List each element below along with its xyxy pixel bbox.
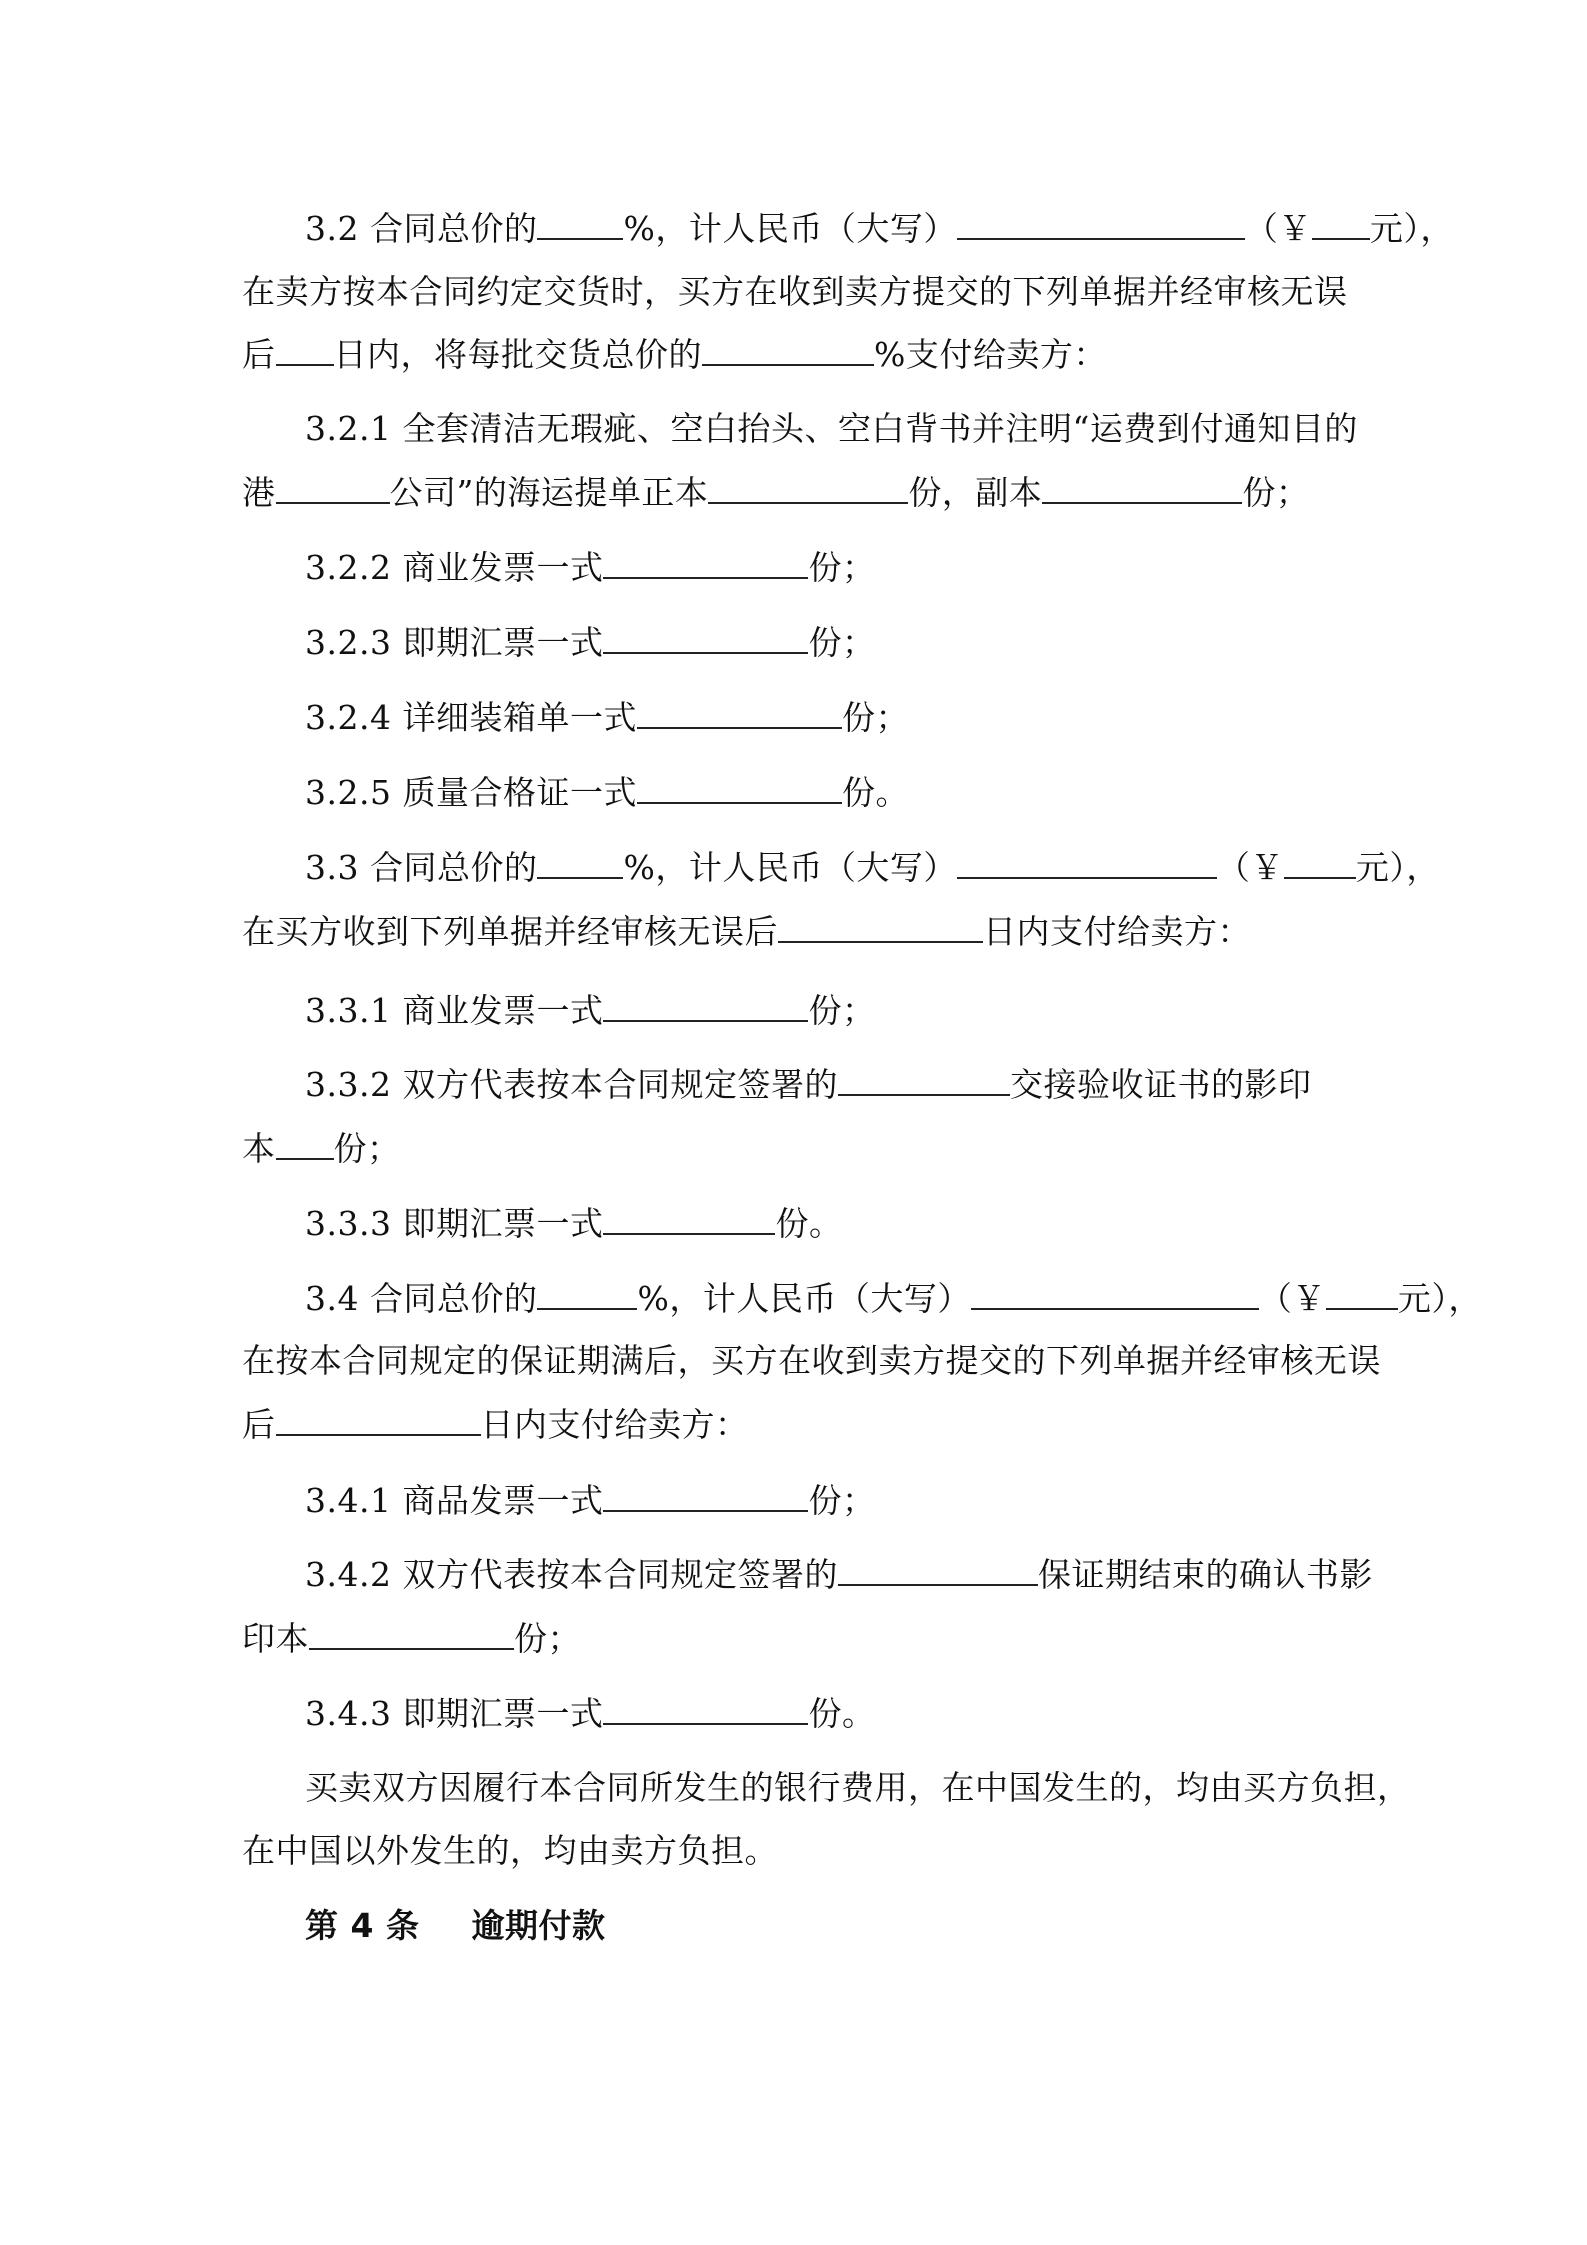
text: 日内支付给卖方：	[480, 1405, 749, 1444]
text: 3.3 合同总价的	[305, 848, 538, 887]
article-4-heading	[305, 1906, 605, 1946]
text: 3.3.2 双方代表按本合同规定签署的	[305, 1065, 838, 1104]
text: %，计人民币（大写）	[623, 209, 957, 248]
bank-fees-line2	[242, 1831, 778, 1871]
clause-3-2-intro	[305, 208, 1454, 249]
blank-field[interactable]	[537, 1278, 637, 1310]
text: 份；	[841, 698, 909, 737]
text: %，计人民币（大写）	[623, 848, 957, 887]
text: 港	[242, 473, 276, 512]
text: 份；	[808, 623, 876, 662]
text: 份；	[1242, 473, 1310, 512]
blank-field[interactable]	[1312, 208, 1370, 240]
clause-3-4-1	[305, 1480, 875, 1521]
clause-3-2-1-line2	[242, 472, 1309, 513]
text: 份；	[808, 991, 876, 1030]
text: 在中国以外发生的，均由卖方负担。	[242, 1831, 778, 1870]
clause-3-4-3	[305, 1693, 875, 1734]
blank-field[interactable]	[702, 334, 874, 366]
clause-3-2-1-line1	[305, 409, 1358, 449]
text: 本	[242, 1129, 276, 1168]
clause-3-4-intro	[305, 1278, 1482, 1319]
clause-3-2-line2	[242, 272, 1348, 312]
clause-3-3-2-line2	[242, 1128, 401, 1169]
blank-field[interactable]	[603, 990, 808, 1022]
text: （￥	[1258, 1279, 1326, 1318]
text: 3.4.1 商品发票一式	[305, 1481, 604, 1520]
article-number: 第 4 条	[305, 1906, 420, 1945]
text: 公司”的海运提单正本	[389, 473, 709, 512]
clause-3-2-5	[305, 772, 909, 813]
clause-3-3-intro	[305, 847, 1440, 888]
clause-3-4-2-line2	[242, 1618, 581, 1659]
text: 份，副本	[908, 473, 1043, 512]
text: 在按本合同规定的保证期满后，买方在收到卖方提交的下列单据并经审核无误	[242, 1341, 1381, 1380]
text: 3.4.2 双方代表按本合同规定签署的	[305, 1555, 838, 1594]
text: 份；	[808, 548, 876, 587]
blank-field[interactable]	[778, 911, 983, 943]
blank-field[interactable]	[1042, 472, 1242, 504]
text: 3.2.5 质量合格证一式	[305, 773, 637, 812]
text: （￥	[1216, 848, 1284, 887]
text: 交接验收证书的影印	[1009, 1065, 1312, 1104]
clause-3-2-3	[305, 622, 875, 663]
blank-field[interactable]	[276, 1128, 334, 1160]
clause-3-2-2	[305, 547, 875, 588]
blank-field[interactable]	[838, 1554, 1038, 1586]
blank-field[interactable]	[276, 334, 334, 366]
text: 份；	[808, 1481, 876, 1520]
blank-field[interactable]	[637, 697, 842, 729]
text: 3.4 合同总价的	[305, 1279, 538, 1318]
text: 3.2.2 商业发票一式	[305, 548, 604, 587]
blank-field[interactable]	[603, 1203, 775, 1235]
article-title: 逾期付款	[471, 1906, 606, 1945]
text: 印本	[242, 1619, 309, 1658]
clause-3-4-line3	[242, 1404, 749, 1445]
blank-field[interactable]	[708, 472, 908, 504]
text: 元），	[1355, 848, 1440, 887]
text: 元），	[1397, 1279, 1482, 1318]
blank-field[interactable]	[537, 847, 623, 879]
blank-field[interactable]	[603, 1480, 808, 1512]
clause-3-2-4	[305, 697, 909, 738]
blank-field[interactable]	[276, 472, 390, 504]
text: 3.3.1 商业发票一式	[305, 991, 604, 1030]
clause-3-2-line3	[242, 334, 1107, 375]
text: 3.2 合同总价的	[305, 209, 538, 248]
clause-3-3-2-line1	[305, 1064, 1311, 1105]
text: （￥	[1244, 209, 1312, 248]
text: %，计人民币（大写）	[637, 1279, 971, 1318]
text: 元），	[1369, 209, 1454, 248]
clause-3-4-2-line1	[305, 1554, 1373, 1595]
text: 日内支付给卖方：	[983, 912, 1251, 951]
blank-field[interactable]	[971, 1278, 1259, 1310]
text: 在卖方按本合同约定交货时，买方在收到卖方提交的下列单据并经审核无误	[242, 272, 1348, 311]
blank-field[interactable]	[957, 208, 1245, 240]
text: 份。	[775, 1204, 843, 1243]
text: 保证期结束的确认书影	[1037, 1555, 1373, 1594]
blank-field[interactable]	[603, 547, 808, 579]
blank-field[interactable]	[309, 1618, 514, 1650]
blank-field[interactable]	[957, 847, 1217, 879]
text: 在买方收到下列单据并经审核无误后	[242, 912, 778, 951]
text: 份；	[333, 1129, 401, 1168]
blank-field[interactable]	[603, 1693, 808, 1725]
clause-3-3-3	[305, 1203, 842, 1244]
blank-field[interactable]	[276, 1404, 481, 1436]
text: 3.2.3 即期汇票一式	[305, 623, 604, 662]
text: 后	[242, 1405, 276, 1444]
text: 份。	[841, 773, 909, 812]
clause-3-4-line2	[242, 1341, 1381, 1381]
clause-3-3-1	[305, 990, 875, 1031]
blank-field[interactable]	[1326, 1278, 1398, 1310]
text: 份。	[808, 1694, 876, 1733]
text: 3.2.4 详细装箱单一式	[305, 698, 637, 737]
text: 份；	[514, 1619, 581, 1658]
blank-field[interactable]	[637, 772, 842, 804]
text: 3.3.3 即期汇票一式	[305, 1204, 604, 1243]
text: %支付给卖方：	[874, 335, 1107, 374]
text: 日内，将每批交货总价的	[333, 335, 702, 374]
text: 3.2.1 全套清洁无瑕疵、空白抬头、空白背书并注明“运费到付通知目的	[305, 409, 1358, 448]
text: 买卖双方因履行本合同所发生的银行费用，在中国发生的，均由买方负担，	[305, 1768, 1411, 1807]
text: 3.4.3 即期汇票一式	[305, 1694, 604, 1733]
clause-3-3-line2	[242, 911, 1251, 952]
bank-fees-line1	[305, 1768, 1411, 1808]
text: 后	[242, 335, 276, 374]
blank-field[interactable]	[537, 208, 623, 240]
blank-field[interactable]	[603, 622, 808, 654]
blank-field[interactable]	[1284, 847, 1356, 879]
blank-field[interactable]	[838, 1064, 1010, 1096]
